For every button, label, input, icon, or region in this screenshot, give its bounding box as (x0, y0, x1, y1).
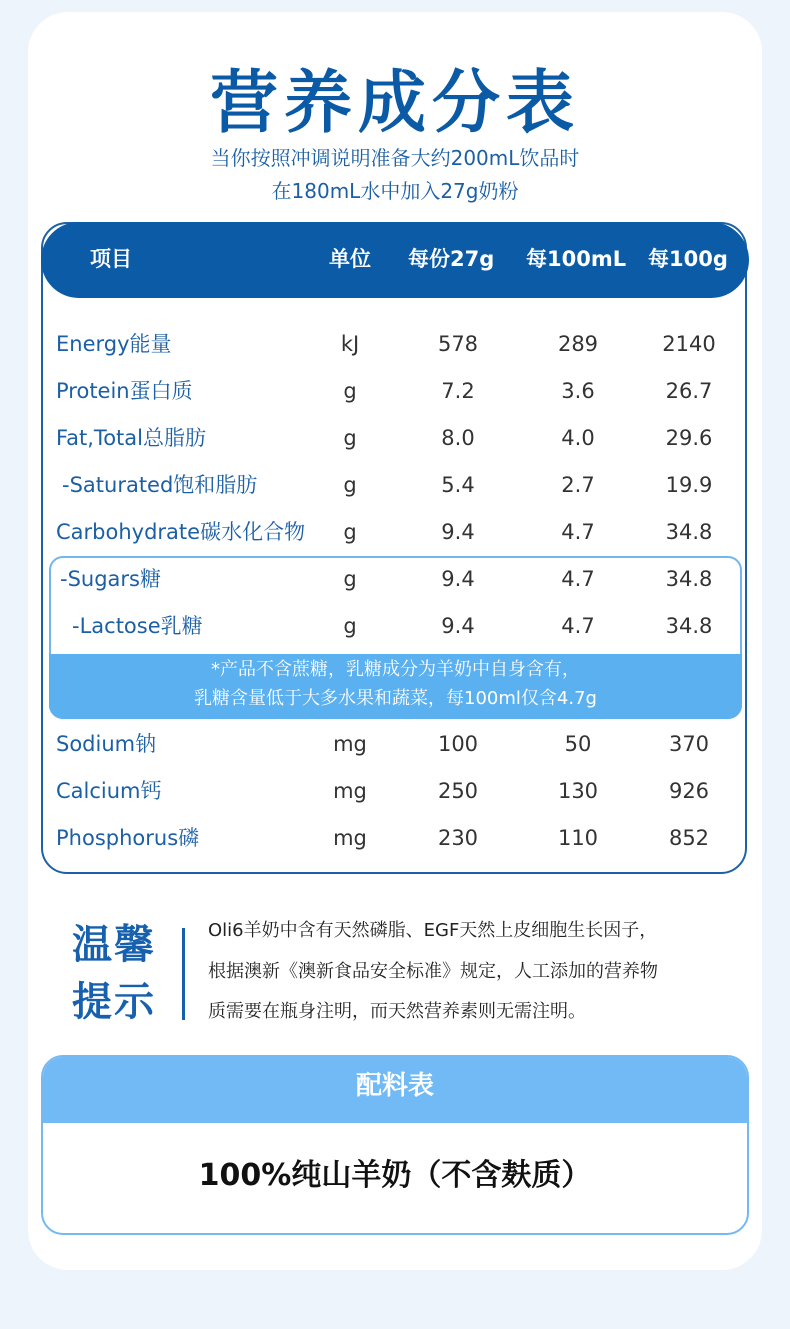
row-unit: mg (333, 732, 367, 756)
row-per-100g: 370 (668, 732, 710, 756)
row-name: Calcium钙 (56, 779, 162, 803)
row-name: Phosphorus磷 (56, 826, 200, 850)
row-per-serving: 100 (437, 732, 479, 756)
header-unit: 单位 (329, 247, 371, 271)
row-per-serving: 9.4 (441, 614, 475, 638)
header-per-100ml: 每100mL (526, 247, 627, 271)
row-per-100ml: 110 (557, 826, 599, 850)
row-per-serving: 230 (437, 826, 479, 850)
nutrition-table (41, 222, 747, 874)
row-per-100ml: 4.7 (561, 614, 595, 638)
row-per-serving: 250 (437, 779, 479, 803)
subtitle-line-2: 在180mL水中加入27g奶粉 (271, 179, 519, 203)
row-per-100ml: 2.7 (561, 473, 595, 497)
row-unit: mg (333, 779, 367, 803)
row-per-100g: 926 (668, 779, 710, 803)
row-per-100g: 852 (668, 826, 710, 850)
row-per-serving: 9.4 (441, 520, 475, 544)
row-name: -Sugars糖 (60, 567, 161, 591)
row-name: -Lactose乳糖 (72, 614, 203, 638)
row-unit: mg (333, 826, 367, 850)
row-per-serving: 8.0 (441, 426, 475, 450)
tips-divider (182, 928, 185, 1020)
row-unit: g (343, 379, 357, 403)
row-name: Energy能量 (56, 332, 172, 356)
tips-text-line-2: 根据澳新《澳新食品安全标准》规定，人工添加的营养物 (208, 961, 658, 982)
row-per-100ml: 3.6 (561, 379, 595, 403)
row-name: -Saturated饱和脂肪 (62, 473, 258, 497)
tips-title-line-2: 提示 (72, 979, 156, 1025)
sugar-note-line-2: 乳糖含量低于大多水果和蔬菜，每100ml仅含4.7g (194, 688, 597, 709)
subtitle-line-1: 当你按照冲调说明准备大约200mL饮品时 (210, 146, 580, 170)
row-per-100ml: 50 (564, 732, 592, 756)
ingredients-title: 配料表 (355, 1071, 434, 1101)
row-per-100ml: 130 (557, 779, 599, 803)
tips-text-line-3: 质需要在瓶身注明，而天然营养素则无需注明。 (208, 1001, 586, 1022)
row-unit: g (343, 520, 357, 544)
row-unit: g (343, 473, 357, 497)
row-per-100ml: 4.7 (561, 567, 595, 591)
header-per-serving: 每份27g (408, 247, 495, 271)
row-per-100g: 26.7 (665, 379, 713, 403)
row-unit: g (343, 426, 357, 450)
row-per-serving: 9.4 (441, 567, 475, 591)
row-per-serving: 578 (437, 332, 479, 356)
row-per-100g: 34.8 (665, 567, 713, 591)
row-per-100g: 34.8 (665, 520, 713, 544)
row-name: Carbohydrate碳水化合物 (56, 520, 306, 544)
row-per-100ml: 4.7 (561, 520, 595, 544)
row-per-100g: 19.9 (665, 473, 713, 497)
sugar-note-line-1: *产品不含蔗糖，乳糖成分为羊奶中自身含有， (211, 659, 580, 680)
row-name: Fat,Total总脂肪 (56, 426, 206, 450)
page-title: 营养成分表 (209, 64, 580, 143)
row-unit: kJ (340, 332, 360, 356)
row-unit: g (343, 614, 357, 638)
ingredients-text: 100%纯山羊奶（不含麸质） (198, 1158, 592, 1193)
row-per-100ml: 4.0 (561, 426, 595, 450)
header-per-100g: 每100g (648, 247, 728, 271)
header-item: 项目 (90, 247, 132, 271)
row-per-serving: 5.4 (441, 473, 475, 497)
row-per-100ml: 289 (557, 332, 599, 356)
table-header (41, 222, 749, 298)
tips-text-line-1: Oli6羊奶中含有天然磷脂、EGF天然上皮细胞生长因子， (208, 920, 658, 941)
row-name: Sodium钠 (56, 732, 157, 756)
row-per-100g: 29.6 (665, 426, 713, 450)
row-per-100g: 34.8 (665, 614, 713, 638)
row-per-100g: 2140 (662, 332, 716, 356)
row-per-serving: 7.2 (441, 379, 475, 403)
row-name: Protein蛋白质 (56, 379, 193, 403)
row-unit: g (343, 567, 357, 591)
tips-title-line-1: 温馨 (72, 922, 156, 968)
